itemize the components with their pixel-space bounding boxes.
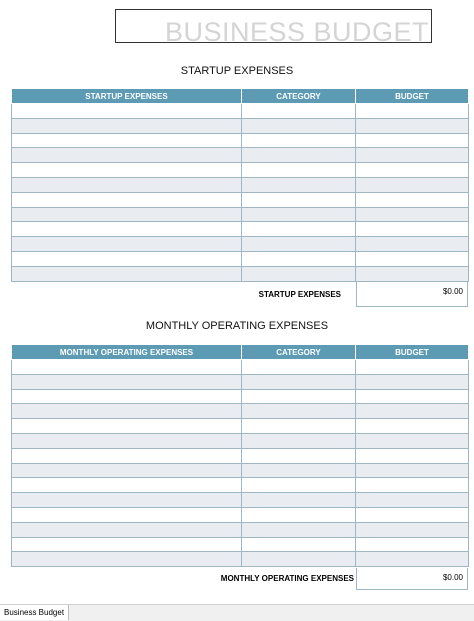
table-row	[12, 251, 469, 266]
expense-cell[interactable]	[12, 404, 242, 419]
expense-cell[interactable]	[12, 104, 242, 119]
table-row	[12, 493, 469, 508]
category-cell[interactable]	[242, 493, 356, 508]
budget-cell[interactable]	[356, 478, 469, 493]
table-header-row	[12, 345, 469, 360]
budget-cell[interactable]	[356, 507, 469, 522]
expense-cell[interactable]	[12, 537, 242, 552]
expense-cell[interactable]	[12, 433, 242, 448]
column-header-budget: BUDGET	[356, 89, 469, 104]
table-row	[12, 537, 469, 552]
category-cell[interactable]	[242, 266, 356, 281]
budget-cell[interactable]	[356, 360, 469, 375]
budget-cell[interactable]	[356, 148, 469, 163]
category-cell[interactable]	[242, 448, 356, 463]
budget-cell[interactable]	[356, 192, 469, 207]
expense-cell[interactable]	[12, 552, 242, 567]
expense-cell[interactable]	[12, 374, 242, 389]
budget-cell[interactable]	[356, 374, 469, 389]
budget-cell[interactable]	[356, 389, 469, 404]
budget-cell[interactable]	[356, 404, 469, 419]
title-box	[115, 9, 432, 43]
category-cell[interactable]	[242, 222, 356, 237]
table-row	[12, 463, 469, 478]
category-cell[interactable]	[242, 192, 356, 207]
category-cell[interactable]	[242, 478, 356, 493]
expense-cell[interactable]	[12, 448, 242, 463]
expense-cell[interactable]	[12, 478, 242, 493]
column-header-category: CATEGORY	[242, 89, 356, 104]
budget-cell[interactable]	[356, 177, 469, 192]
table-header-row	[12, 89, 469, 104]
startup-expenses-table	[11, 89, 469, 282]
table-row	[12, 433, 469, 448]
table-row	[12, 522, 469, 537]
category-cell[interactable]	[242, 360, 356, 375]
budget-cell[interactable]	[356, 207, 469, 222]
expense-cell[interactable]	[12, 463, 242, 478]
table-row	[12, 177, 469, 192]
category-cell[interactable]	[242, 522, 356, 537]
monthly-total-value: $0.00	[442, 573, 463, 582]
monthly-total-box	[356, 568, 468, 590]
budget-cell[interactable]	[356, 463, 469, 478]
sheet-tab-bar	[0, 604, 474, 621]
expense-cell[interactable]	[12, 118, 242, 133]
budget-cell[interactable]	[356, 419, 469, 434]
sheet-tab-business-budget[interactable]: Business Budget	[0, 605, 69, 620]
category-cell[interactable]	[242, 177, 356, 192]
expense-cell[interactable]	[12, 266, 242, 281]
expense-cell[interactable]	[12, 207, 242, 222]
table-row	[12, 360, 469, 375]
expense-cell[interactable]	[12, 389, 242, 404]
expense-cell[interactable]	[12, 177, 242, 192]
table-row	[12, 448, 469, 463]
column-header-budget: BUDGET	[356, 345, 469, 360]
expense-cell[interactable]	[12, 222, 242, 237]
monthly-expenses-table	[11, 345, 469, 567]
column-header-category: CATEGORY	[242, 345, 356, 360]
column-header-expenses: MONTHLY OPERATING EXPENSES	[12, 345, 242, 360]
table-row	[12, 118, 469, 133]
expense-cell[interactable]	[12, 419, 242, 434]
budget-cell[interactable]	[356, 552, 469, 567]
table-row	[12, 133, 469, 148]
column-header-expenses: STARTUP EXPENSES	[12, 89, 242, 104]
category-cell[interactable]	[242, 389, 356, 404]
category-cell[interactable]	[242, 507, 356, 522]
table-row	[12, 104, 469, 119]
budget-cell[interactable]	[356, 266, 469, 281]
expense-cell[interactable]	[12, 522, 242, 537]
budget-cell[interactable]	[356, 104, 469, 119]
table-row	[12, 404, 469, 419]
budget-cell[interactable]	[356, 251, 469, 266]
expense-cell[interactable]	[12, 493, 242, 508]
expense-cell[interactable]	[12, 148, 242, 163]
table-row	[12, 148, 469, 163]
budget-cell[interactable]	[356, 433, 469, 448]
category-cell[interactable]	[242, 133, 356, 148]
table-row	[12, 374, 469, 389]
startup-total-box	[356, 281, 468, 307]
table-row	[12, 222, 469, 237]
table-row	[12, 552, 469, 567]
table-row	[12, 266, 469, 281]
table-row	[12, 192, 469, 207]
table-row	[12, 478, 469, 493]
budget-cell[interactable]	[356, 493, 469, 508]
table-row	[12, 507, 469, 522]
category-cell[interactable]	[242, 163, 356, 178]
category-cell[interactable]	[242, 433, 356, 448]
category-cell[interactable]	[242, 118, 356, 133]
expense-cell[interactable]	[12, 237, 242, 252]
category-cell[interactable]	[242, 552, 356, 567]
expense-cell[interactable]	[12, 360, 242, 375]
category-cell[interactable]	[242, 104, 356, 119]
expense-cell[interactable]	[12, 507, 242, 522]
budget-cell[interactable]	[356, 522, 469, 537]
category-cell[interactable]	[242, 237, 356, 252]
expense-cell[interactable]	[12, 251, 242, 266]
budget-cell[interactable]	[356, 118, 469, 133]
category-cell[interactable]	[242, 419, 356, 434]
table-row	[12, 419, 469, 434]
category-cell[interactable]	[242, 537, 356, 552]
budget-cell[interactable]	[356, 163, 469, 178]
budget-cell[interactable]	[356, 537, 469, 552]
expense-cell[interactable]	[12, 192, 242, 207]
monthly-section-heading: MONTHLY OPERATING EXPENSES	[145, 320, 329, 332]
budget-cell[interactable]	[356, 133, 469, 148]
expense-cell[interactable]	[12, 133, 242, 148]
table-row	[12, 389, 469, 404]
startup-total-label: STARTUP EXPENSES	[258, 290, 341, 299]
category-cell[interactable]	[242, 251, 356, 266]
budget-cell[interactable]	[356, 222, 469, 237]
budget-cell[interactable]	[356, 237, 469, 252]
monthly-total-label: MONTHLY OPERATING EXPENSES	[220, 574, 354, 583]
table-row	[12, 207, 469, 222]
document-title: BUSINESS BUDGET	[164, 17, 429, 43]
table-row	[12, 163, 469, 178]
category-cell[interactable]	[242, 374, 356, 389]
budget-cell[interactable]	[356, 448, 469, 463]
category-cell[interactable]	[242, 148, 356, 163]
table-row	[12, 237, 469, 252]
startup-section-heading: STARTUP EXPENSES	[180, 65, 294, 77]
expense-cell[interactable]	[12, 163, 242, 178]
category-cell[interactable]	[242, 207, 356, 222]
category-cell[interactable]	[242, 404, 356, 419]
startup-total-value: $0.00	[442, 287, 463, 296]
category-cell[interactable]	[242, 463, 356, 478]
